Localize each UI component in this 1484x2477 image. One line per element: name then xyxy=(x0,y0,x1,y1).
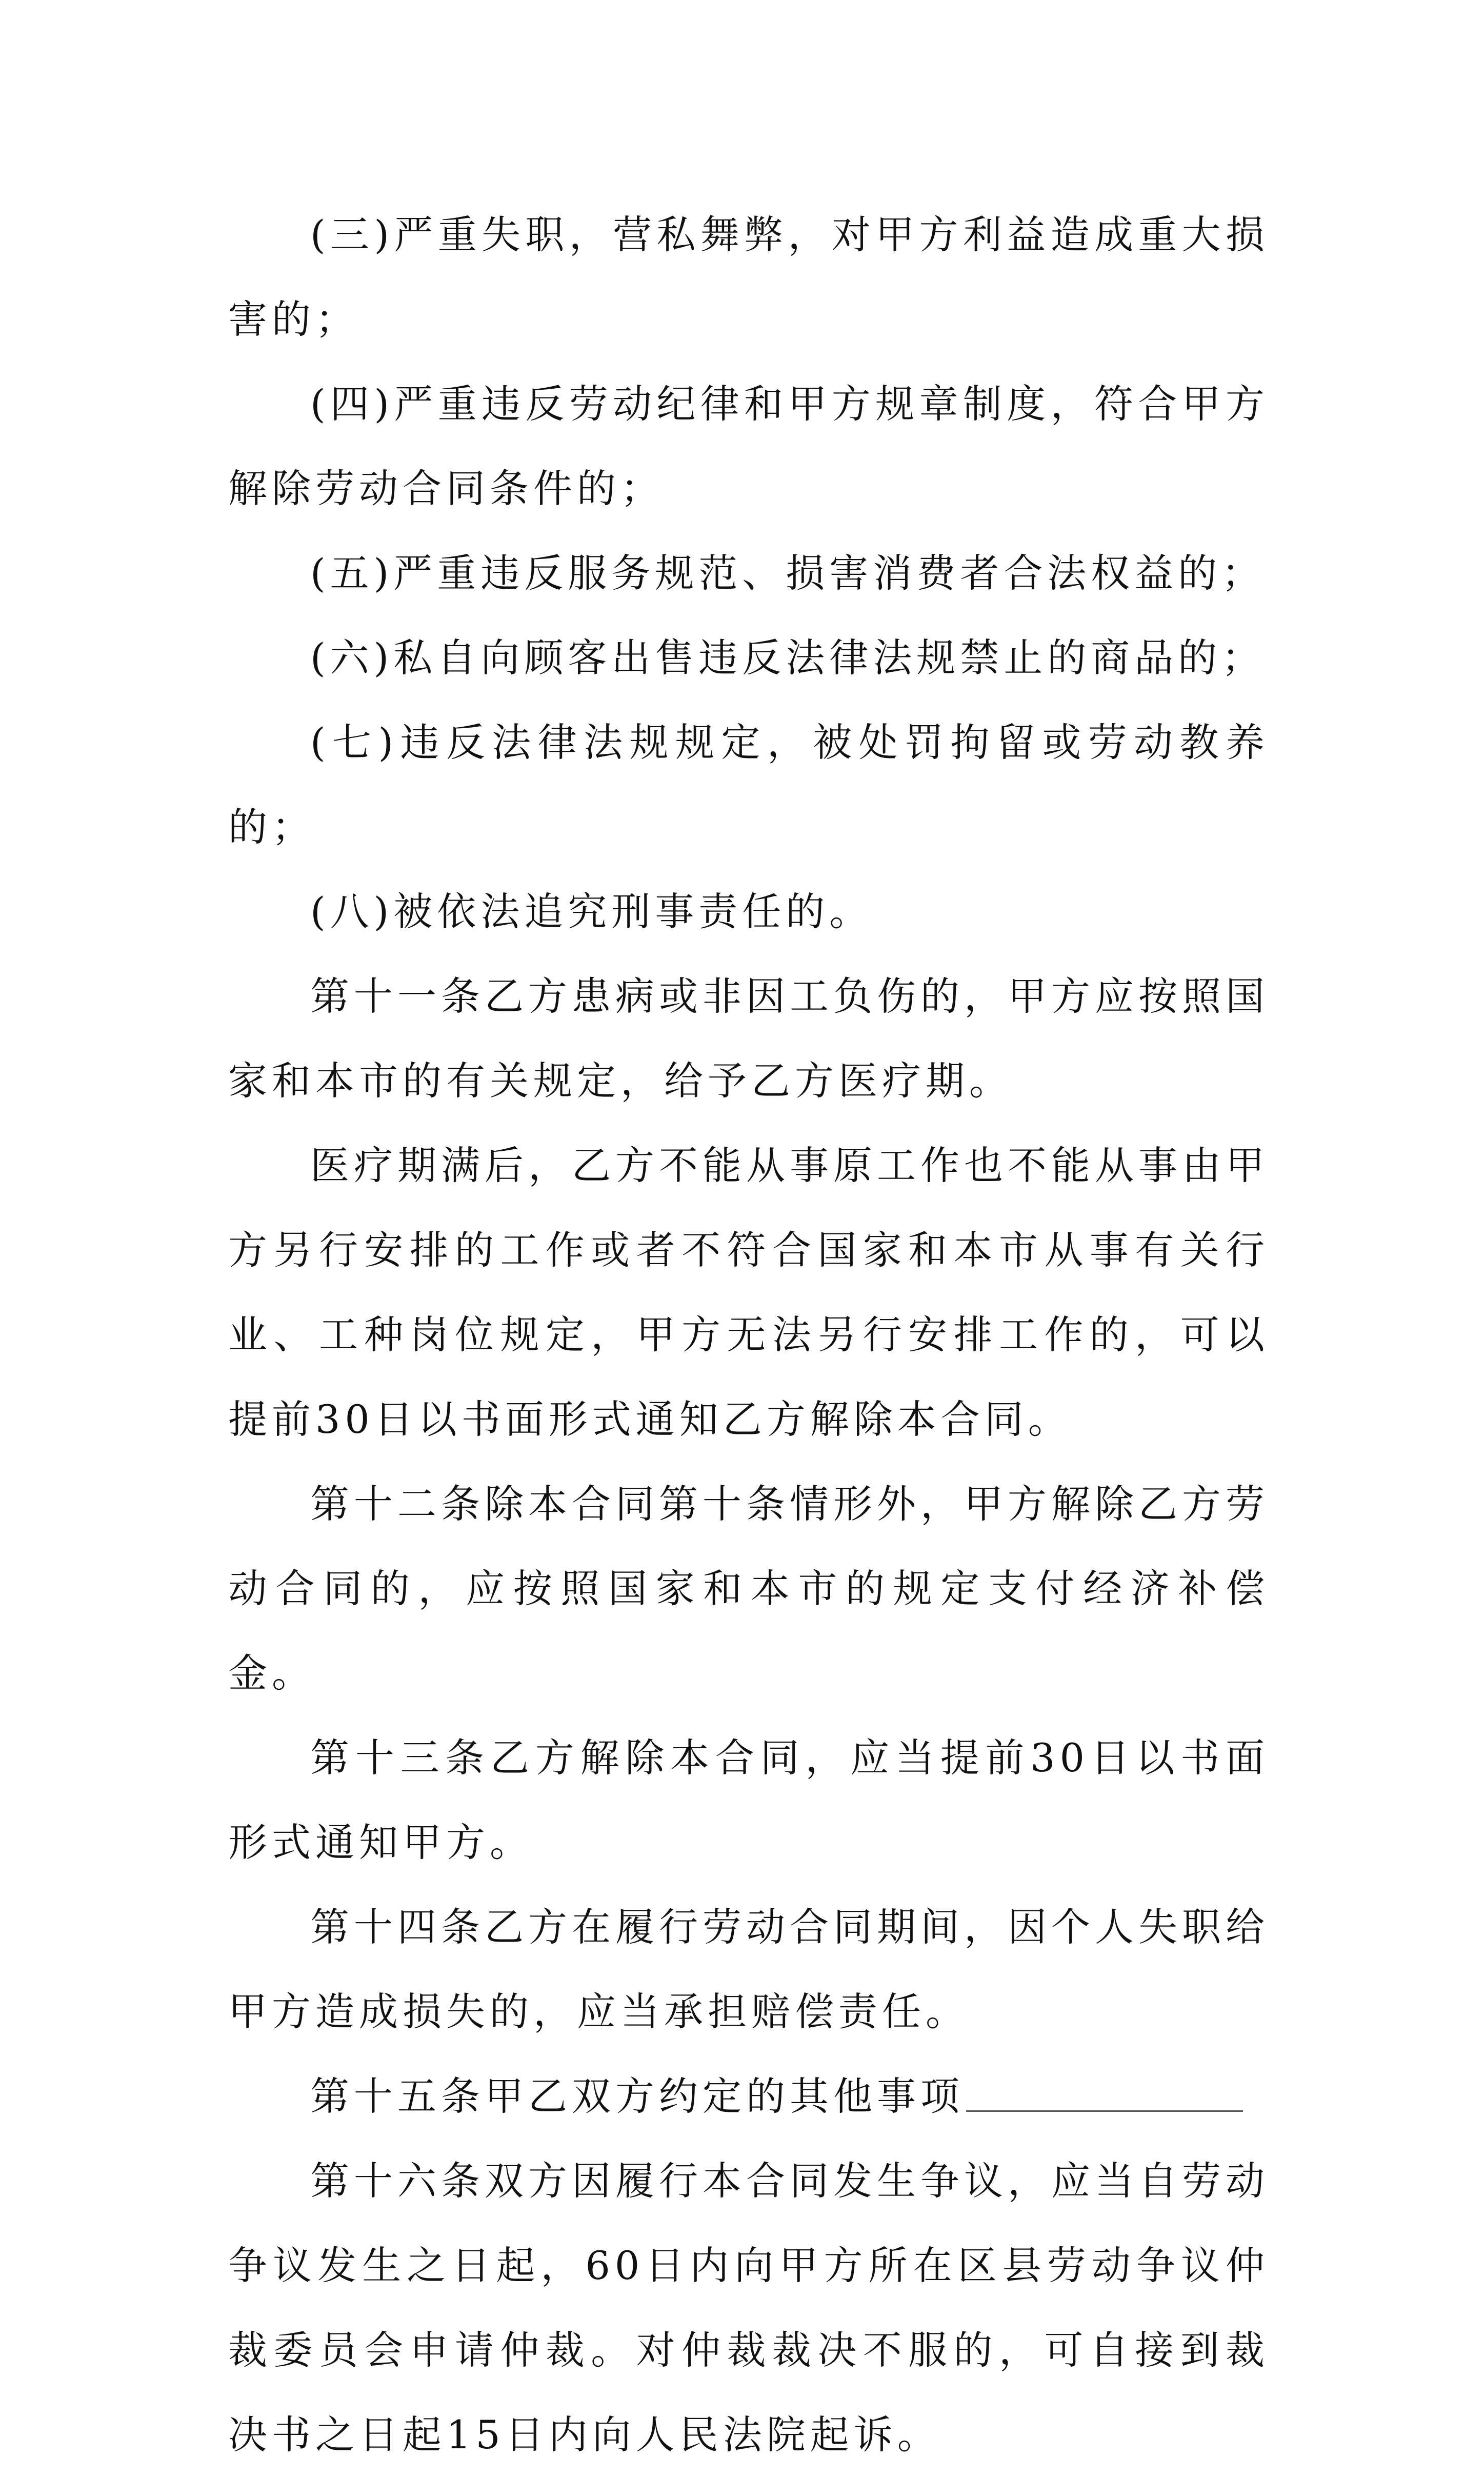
article-16: 第十六条双方因履行本合同发生争议，应当自劳动争议发生之日起，60日内向甲方所在区县劳动争议仲裁委员会申请仲裁。对仲裁裁决不服的，可自接到裁决书之日起15日内向人民法院起诉。 xyxy=(228,2158,1269,2458)
fill-in-blank-line xyxy=(966,2110,1243,2112)
article-13: 第十三条乙方解除本合同，应当提前30日以书面形式通知甲方。 xyxy=(228,1735,1269,1865)
clause-item-3: (三)严重失职，营私舞弊，对甲方利益造成重大损害的； xyxy=(228,212,1269,342)
article-15 xyxy=(228,2054,1269,2139)
clause-item-6: (六)私自向顾客出售违反法律法规禁止的商品的； xyxy=(310,635,1266,681)
article-15-text: 第十五条甲乙双方约定的其他事项 xyxy=(310,2073,964,2119)
article-11: 第十一条乙方患病或非因工负伤的，甲方应按照国家和本市的有关规定，给予乙方医疗期。 xyxy=(228,973,1269,1104)
document-body xyxy=(228,192,1269,2477)
article-11-continued: 医疗期满后，乙方不能从事原工作也不能从事由甲方另行安排的工作或者不符合国家和本市从事有关行业、工种岗位规定，甲方无法另行安排工作的，可以提前30日以书面形式通知乙方解除本合同。 xyxy=(228,1143,1269,1442)
article-12: 第十二条除本合同第十条情形外，甲方解除乙方劳动合同的，应按照国家和本市的规定支付经济补偿金。 xyxy=(228,1481,1269,1696)
article-14: 第十四条乙方在履行劳动合同期间，因个人失职给甲方造成损失的，应当承担赔偿责任。 xyxy=(228,1904,1269,2034)
clause-item-5: (五)严重违反服务规范、损害消费者合法权益的； xyxy=(310,550,1266,596)
clause-item-4: (四)严重违反劳动纪律和甲方规章制度，符合甲方解除劳动合同条件的； xyxy=(228,381,1269,511)
clause-item-7: (七)违反法律法规规定，被处罚拘留或劳动教养的； xyxy=(228,720,1269,850)
clause-item-8: (八)被依法追究刑事责任的。 xyxy=(310,889,873,934)
